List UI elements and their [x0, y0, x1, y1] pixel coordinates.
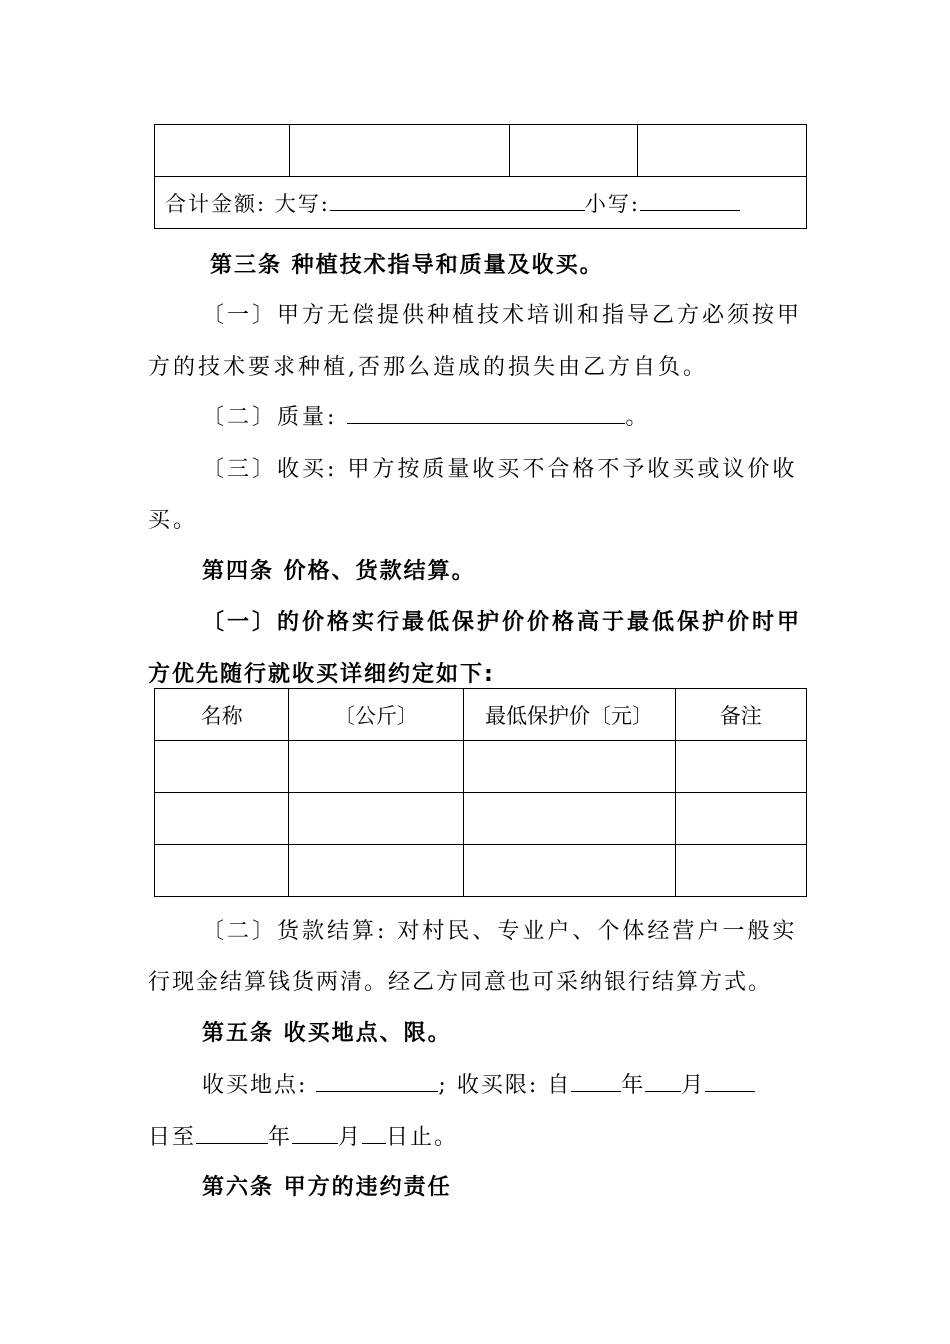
table-cell[interactable] — [675, 845, 806, 897]
table-cell[interactable] — [463, 845, 675, 897]
lower-case-blank[interactable] — [640, 190, 740, 211]
quality-label: 〔二〕质量: — [202, 405, 338, 430]
total-amount-label: 合计金额: — [165, 191, 267, 216]
article-3-item-2 — [202, 400, 650, 431]
table-cell[interactable] — [155, 793, 289, 845]
table-cell[interactable] — [289, 845, 463, 897]
table-cell — [510, 125, 638, 177]
end-year-label: 年 — [268, 1125, 293, 1150]
day-to-label: 日至 — [148, 1125, 197, 1150]
article-4-item-1-line-1: 〔一〕的价格实行最低保护价价格高于最低保护价时甲 — [202, 610, 803, 635]
article-4-item-2-line-1: 〔二〕货款结算: 对村民、专业户、个体经营户一般实 — [202, 919, 798, 944]
header-remark: 备注 — [675, 689, 806, 741]
article-5-date-line — [148, 1120, 458, 1151]
price-table — [154, 688, 807, 897]
header-min-price: 最低保护价〔元〕 — [463, 689, 675, 741]
table-cell[interactable] — [289, 793, 463, 845]
upper-case-label: 大写: — [274, 191, 330, 216]
end-month-label: 月 — [338, 1125, 363, 1150]
start-month-blank[interactable] — [645, 1071, 681, 1092]
lower-case-label: 小写: — [584, 191, 640, 216]
table-row — [155, 741, 807, 793]
limit-label: ; 收买限: 自 — [438, 1073, 572, 1098]
start-day-blank[interactable] — [705, 1071, 755, 1092]
total-cell — [155, 177, 807, 229]
quality-end: 。 — [625, 405, 651, 430]
article-5-place-line — [202, 1068, 755, 1099]
table-row — [155, 793, 807, 845]
article-3-item-3-line-2: 买。 — [148, 508, 199, 533]
quality-blank[interactable] — [347, 403, 625, 424]
article-4-item-1-line-2: 方优先随行就收买详细约定如下: — [148, 662, 495, 687]
start-year-blank[interactable] — [571, 1071, 621, 1092]
article-3-item-1-line-1: 〔一〕甲方无偿提供种植技术培训和指导乙方必须按甲 — [202, 303, 803, 328]
total-row — [155, 177, 807, 229]
day-end-label: 日止。 — [386, 1125, 459, 1150]
start-year-label: 年 — [621, 1073, 646, 1098]
table-cell[interactable] — [289, 741, 463, 793]
table-cell[interactable] — [675, 741, 806, 793]
top-table — [154, 124, 807, 229]
table-cell[interactable] — [463, 793, 675, 845]
table-cell[interactable] — [463, 741, 675, 793]
end-month-blank[interactable] — [292, 1123, 338, 1144]
upper-case-blank[interactable] — [330, 190, 585, 211]
table-cell[interactable] — [155, 741, 289, 793]
article-5-heading: 第五条 收买地点、限。 — [202, 1021, 452, 1046]
place-label: 收买地点: — [202, 1073, 308, 1098]
article-4-item-2-line-2: 行现金结算钱货两清。经乙方同意也可采纳银行结算方式。 — [148, 970, 773, 995]
end-year-blank[interactable] — [196, 1123, 268, 1144]
article-3-item-3-line-1: 〔三〕收买: 甲方按质量收买不合格不予收买或议价收 — [202, 457, 798, 482]
place-blank[interactable] — [316, 1071, 438, 1092]
end-day-blank[interactable] — [362, 1123, 386, 1144]
table-cell — [638, 125, 807, 177]
article-3-heading: 第三条 种植技术指导和质量及收买。 — [210, 253, 604, 278]
table-cell — [155, 125, 290, 177]
table-header-row — [155, 689, 807, 741]
article-6-heading: 第六条 甲方的违约责任 — [202, 1175, 452, 1200]
header-name: 名称 — [155, 689, 289, 741]
table-cell[interactable] — [155, 845, 289, 897]
article-4-heading: 第四条 价格、货款结算。 — [202, 559, 476, 584]
table-cell — [289, 125, 510, 177]
header-kg: 〔公斤〕 — [289, 689, 463, 741]
table-row — [155, 125, 807, 177]
table-row — [155, 845, 807, 897]
start-month-label: 月 — [681, 1073, 706, 1098]
article-3-item-1-line-2: 方的技术要求种植,否那么造成的损失由乙方自负。 — [148, 355, 708, 380]
table-cell[interactable] — [675, 793, 806, 845]
